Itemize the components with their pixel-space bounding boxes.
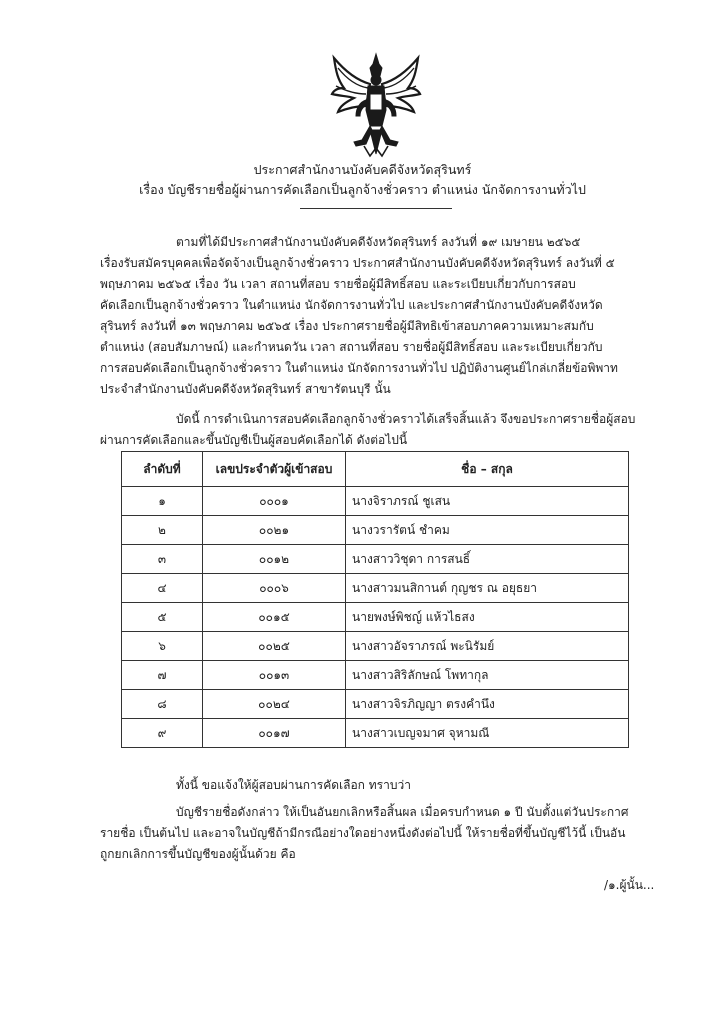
cell-order: ๔ — [122, 574, 203, 603]
cell-name: นางสาวอัจราภรณ์ พะนิรัมย์ — [346, 632, 629, 661]
cell-order: ๒ — [122, 516, 203, 545]
notice-line: ทั้งนี้ ขอแจ้งให้ผู้สอบผ่านการคัดเลือก ทราบว่า — [176, 778, 411, 792]
paragraph-line: สุรินทร์ ลงวันที่ ๑๓ พฤษภาคม ๒๕๖๕ เรื่อง ประกาศรายชื่อผู้มีสิทธิเข้าสอบภาคความเหมาะสมกับ — [100, 319, 594, 333]
cell-order: ๘ — [122, 690, 203, 719]
cell-order: ๖ — [122, 632, 203, 661]
paragraph-line: ประจำสำนักงานบังคับคดีจังหวัดสุรินทร์ สาขารัตนบุรี นั้น — [100, 382, 391, 396]
announcement-title: ประกาศสำนักงานบังคับคดีจังหวัดสุรินทร์ — [253, 162, 472, 177]
cell-exam-id: ๐๐๒๔ — [203, 690, 346, 719]
cell-exam-id: ๐๐๒๑ — [203, 516, 346, 545]
results-table — [121, 451, 629, 748]
cell-order: ๙ — [122, 719, 203, 748]
paragraph-line: บัดนี้ การดำเนินการสอบคัดเลือกลูกจ้างชั่วคราวได้เสร็จสิ้นแล้ว จึงขอประกาศรายชื่อผู้สอบ — [176, 412, 636, 426]
cell-order: ๕ — [122, 603, 203, 632]
cell-name: นางสาววิชุดา การสนธิ์ — [346, 545, 629, 574]
paragraph-announcement — [100, 409, 635, 451]
table-row — [122, 516, 629, 545]
cell-exam-id: ๐๐๑๒ — [203, 545, 346, 574]
table-row — [122, 690, 629, 719]
paragraph-line: รายชื่อ เป็นต้นไป และอาจในบัญชีถ้ามีกรณีอย่างใดอย่างหนึ่งดังต่อไปนี้ ให้รายชื่อที่ขึ้นบัญชีไว้นี้ เป็นอัน — [100, 826, 626, 840]
paragraph-line: ตำแหน่ง (สอบสัมภาษณ์) และกำหนดวัน เวลา สถานที่สอบ รายชื่อผู้มีสิทธิ์สอบ และระเบียบเกี่ยวกับ — [100, 340, 603, 354]
paragraph-line: พฤษภาคม ๒๕๖๕ เรื่อง วัน เวลา สถานที่สอบ รายชื่อผู้มีสิทธิ์สอบ และระเบียบเกี่ยวกับการสอบ — [100, 277, 576, 291]
table-row — [122, 661, 629, 690]
cell-order: ๗ — [122, 661, 203, 690]
cell-name: นายพงษ์พิชญ์ แห้วไธสง — [346, 603, 629, 632]
column-header-exam-id: เลขประจำตัวผู้เข้าสอบ — [203, 452, 346, 487]
table-row — [122, 719, 629, 748]
cell-order: ๓ — [122, 545, 203, 574]
column-header-order: ลำดับที่ — [122, 452, 203, 487]
paragraph-line: บัญชีรายชื่อดังกล่าว ให้เป็นอันยกเลิกหรือสิ้นผล เมื่อครบกำหนด ๑ ปี นับตั้งแต่วันประกาศ — [176, 805, 629, 819]
paragraph-line: ผ่านการคัดเลือกและขึ้นบัญชีเป็นผู้สอบคัดเลือกได้ ดังต่อไปนี้ — [100, 433, 408, 447]
column-header-name: ชื่อ – สกุล — [346, 452, 629, 487]
paragraph-intro — [100, 232, 618, 400]
cell-exam-id: ๐๐๐๑ — [203, 487, 346, 516]
cell-name: นางสาวจิรภิญญา ตรงคำนึง — [346, 690, 629, 719]
header-divider — [300, 208, 452, 209]
paragraph-line: การสอบคัดเลือกเป็นลูกจ้างชั่วคราว ในตำแหน่ง นักจัดการงานทั่วไป ปฏิบัติงานศูนย์ไกล่เกลี่ยข้อพิพาท — [100, 361, 618, 375]
page-continuation: /๑.ผู้นั้น... — [604, 878, 655, 892]
garuda-emblem-icon — [326, 50, 426, 158]
cell-exam-id: ๐๐๑๗ — [203, 719, 346, 748]
paragraph-line: เรื่องรับสมัครบุคคลเพื่อจัดจ้างเป็นลูกจ้างชั่วคราว ประกาศสำนักงานบังคับคดีจังหวัดสุรินทร์ ลงวันที่ ๕ — [100, 256, 615, 270]
cell-name: นางวรารัตน์ ชำคม — [346, 516, 629, 545]
cell-exam-id: ๐๐๑๓ — [203, 661, 346, 690]
cell-name: นางสาวเบญจมาศ จุหามณี — [346, 719, 629, 748]
cell-name: นางจิราภรณ์ ชูเสน — [346, 487, 629, 516]
table-row — [122, 545, 629, 574]
paragraph-line: ถูกยกเลิกการขึ้นบัญชีของผู้นั้นด้วย คือ — [100, 847, 296, 861]
table-row — [122, 487, 629, 516]
paragraph-line: คัดเลือกเป็นลูกจ้างชั่วคราว ในตำแหน่ง นักจัดการงานทั่วไป และประกาศสำนักงานบังคับคดีจังหวัด — [100, 298, 603, 312]
cell-name: นางสาวมนสิกานต์ กุญชร ณ อยุธยา — [346, 574, 629, 603]
paragraph-validity — [100, 802, 629, 865]
table-header-row — [122, 452, 629, 487]
table-row — [122, 574, 629, 603]
table-row — [122, 632, 629, 661]
cell-exam-id: ๐๐๒๕ — [203, 632, 346, 661]
cell-exam-id: ๐๐๑๕ — [203, 603, 346, 632]
paragraph-line: ตามที่ได้มีประกาศสำนักงานบังคับคดีจังหวัดสุรินทร์ ลงวันที่ ๑๙ เมษายน ๒๕๖๕ — [176, 235, 581, 249]
cell-name: นางสาวสิริลักษณ์ โพทากุล — [346, 661, 629, 690]
cell-exam-id: ๐๐๐๖ — [203, 574, 346, 603]
announcement-subject: เรื่อง บัญชีรายชื่อผู้ผ่านการคัดเลือกเป็นลูกจ้างชั่วคราว ตำแหน่ง นักจัดการงานทั่วไป — [139, 182, 586, 197]
cell-order: ๑ — [122, 487, 203, 516]
table-row — [122, 603, 629, 632]
